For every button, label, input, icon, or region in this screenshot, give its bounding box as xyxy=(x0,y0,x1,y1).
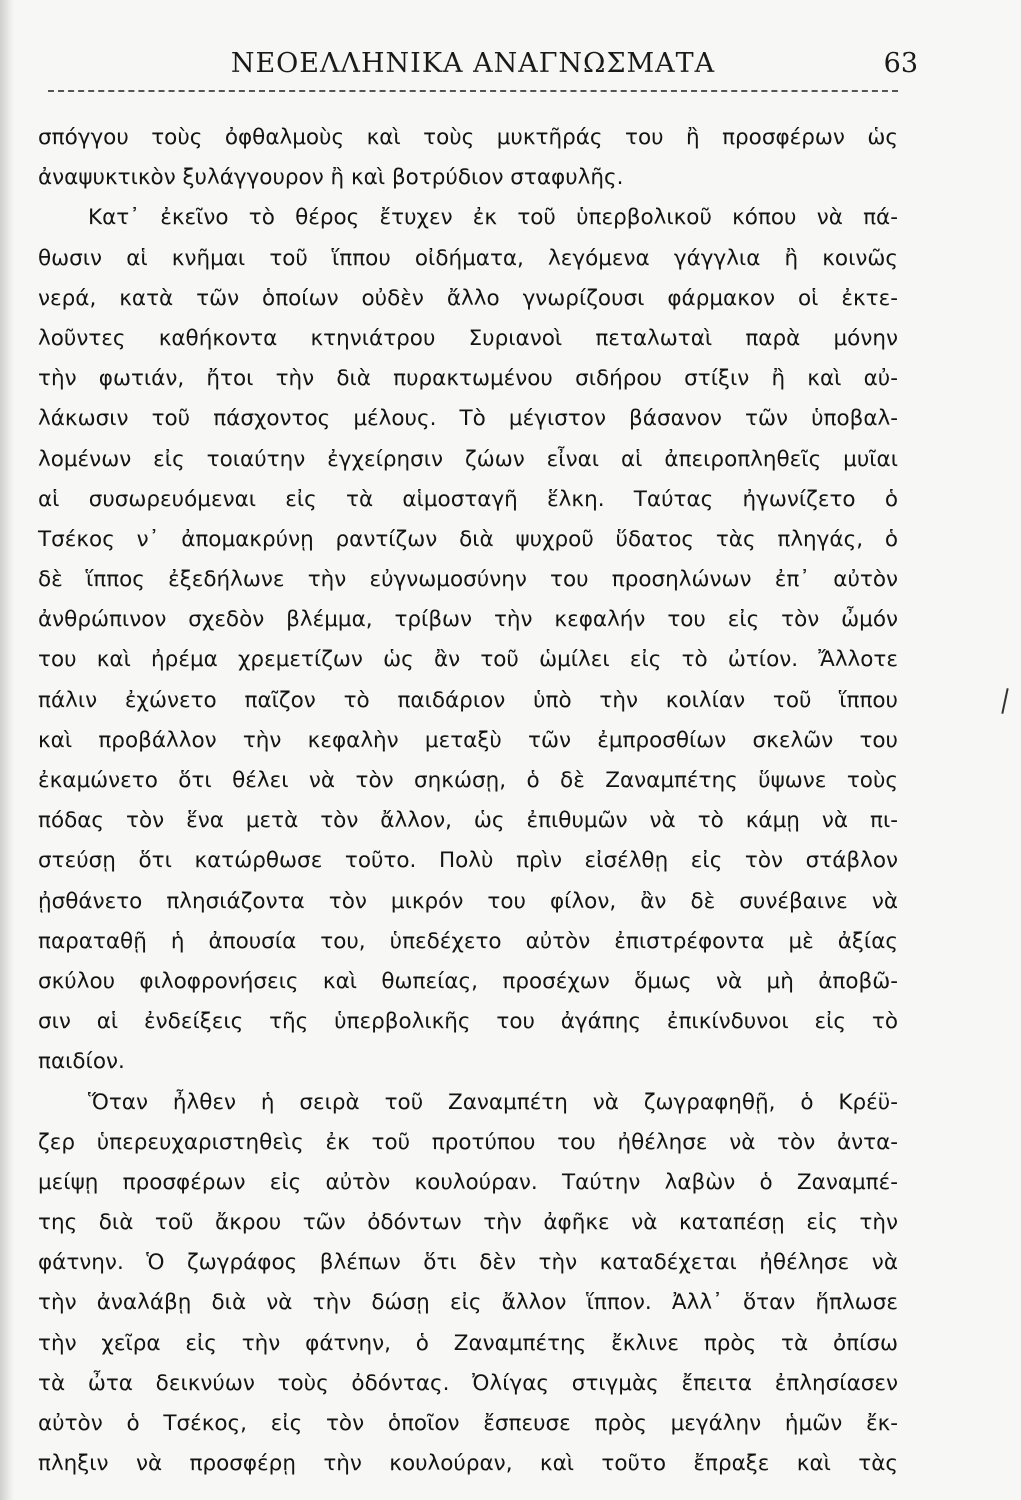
text-line: ἐκαμώνετο ὅτι θέλει νὰ τὸν σηκώσῃ, ὁ δὲ Ζαναμπέτης ὕψωνε τοὺς xyxy=(38,768,898,793)
text-line: νερά, κατὰ τῶν ὁποίων οὐδὲν ἄλλο γνωρίζουσι φάρμακον οἱ ἐκτε- xyxy=(38,285,898,311)
body-text xyxy=(38,118,898,1484)
text-line: τὴν φωτιάν, ἤτοι τὴν διὰ πυρακτωμένου σιδήρου στίξιν ἢ καὶ αὐ- xyxy=(38,366,898,392)
running-header xyxy=(48,44,918,88)
text-line: λομένων εἰς τοιαύτην ἐγχείρησιν ζώων εἶναι αἱ ἀπειροπληθεῖς μυῖαι xyxy=(38,446,898,472)
text-line: σκύλου φιλοφρονήσεις καὶ θωπείας, προσέχων ὅμως νὰ μὴ ἀποβῶ- xyxy=(38,968,898,994)
text-line: φάτνην. Ὁ ζωγράφος βλέπων ὅτι δὲν τὴν καταδέχεται ἠθέλησε νὰ xyxy=(38,1250,898,1276)
text-line: Ὅταν ἦλθεν ἡ σειρὰ τοῦ Ζαναμπέτη νὰ ζωγραφηθῇ, ὁ Κρέϋ- xyxy=(88,1089,898,1115)
text-line: πόδας τὸν ἕνα μετὰ τὸν ἄλλον, ὡς ἐπιθυμῶν νὰ τὸ κάμῃ νὰ πι- xyxy=(38,808,898,834)
header-rule xyxy=(48,90,898,92)
text-line: λοῦντες καθήκοντα κτηνιάτρου Συριανοὶ πεταλωταὶ παρὰ μόνην xyxy=(38,325,898,351)
text-line: στεύσῃ ὅτι κατώρθωσε τοῦτο. Πολὺ πρὶν εἰσέλθῃ εἰς τὸν στάβλον xyxy=(38,848,898,874)
text-line: λάκωσιν τοῦ πάσχοντος μέλους. Τὸ μέγιστον βάσανον τῶν ὑποβαλ- xyxy=(38,406,898,432)
text-line: ζερ ὑπερευχαριστηθεὶς ἐκ τοῦ προτύπου του ἠθέλησε νὰ τὸν ἀντα- xyxy=(38,1129,898,1155)
text-line: της διὰ τοῦ ἄκρου τῶν ὀδόντων τὴν ἀφῆκε νὰ καταπέσῃ εἰς τὴν xyxy=(38,1210,898,1236)
text-line: Κατ᾽ ἐκεῖνο τὸ θέρος ἔτυχεν ἐκ τοῦ ὑπερβολικοῦ κόπου νὰ πά- xyxy=(88,205,898,231)
text-line: αὐτὸν ὁ Τσέκος, εἰς τὸν ὁποῖον ἔσπευσε πρὸς μεγάλην ἡμῶν ἔκ- xyxy=(38,1411,898,1436)
text-line: παραταθῇ ἡ ἀπουσία του, ὑπεδέχετο αὐτὸν ἐπιστρέφοντα μὲ ἀξίας xyxy=(38,928,898,954)
text-line: θωσιν αἱ κνῆμαι τοῦ ἵππου οἰδήματα, λεγόμενα γάγγλια ἢ κοινῶς xyxy=(38,245,898,271)
text-line: τὰ ὦτα δεικνύων τοὺς ὀδόντας. Ὀλίγας στιγμὰς ἔπειτα ἐπλησίασεν xyxy=(38,1370,898,1396)
text-line: αἱ συσωρευόμεναι εἰς τὰ αἱμοσταγῆ ἕλκη. Ταύτας ἠγωνίζετο ὁ xyxy=(38,486,898,512)
text-line: πληξιν νὰ προσφέρῃ τὴν κουλούραν, καὶ τοῦτο ἔπραξε καὶ τὰς xyxy=(38,1451,898,1477)
text-line: σιν αἱ ἐνδείξεις τῆς ὑπερβολικῆς του ἀγάπης ἐπικίνδυνοι εἰς τὸ xyxy=(38,1009,898,1035)
text-line: μείψῃ προσφέρων εἰς αὐτὸν κουλούραν. Ταύτην λαβὼν ὁ Ζαναμπέ- xyxy=(38,1169,898,1195)
text-line: παιδίον. xyxy=(38,1049,125,1075)
margin-pencil-mark xyxy=(1001,688,1008,714)
text-line: τὴν χεῖρα εἰς τὴν φάτνην, ὁ Ζαναμπέτης ἔκλινε πρὸς τὰ ὀπίσω xyxy=(38,1330,898,1356)
text-line: τὴν ἀναλάβῃ διὰ νὰ τὴν δώσῃ εἰς ἄλλον ἵππον. Ἀλλ᾽ ὅταν ἥπλωσε xyxy=(38,1290,898,1316)
running-title: ΝΕΟΕΛΛΗΝΙΚΑ ΑΝΑΓΝΩΣΜΑΤΑ xyxy=(230,48,716,79)
text-line: Τσέκος ν᾽ ἀπομακρύνῃ ραντίζων διὰ ψυχροῦ ὕδατος τὰς πληγάς, ὁ xyxy=(38,526,898,552)
text-line: πάλιν ἐχώνετο παῖζον τὸ παιδάριον ὑπὸ τὴν κοιλίαν τοῦ ἵππου xyxy=(38,687,898,713)
text-line: δὲ ἵππος ἐξεδήλωνε τὴν εὐγνωμοσύνην του προσηλώνων ἐπ᾽ αὐτὸν xyxy=(38,567,898,593)
text-line: ἀναψυκτικὸν ξυλάγγουρον ἢ καὶ βοτρύδιον σταφυλῆς. xyxy=(38,165,624,191)
text-line: ἀνθρώπινον σχεδὸν βλέμμα, τρίβων τὴν κεφαλήν του εἰς τὸν ὦμόν xyxy=(38,607,898,633)
text-line: ᾐσθάνετο πλησιάζοντα τὸν μικρόν του φίλον, ἂν δὲ συνέβαινε νὰ xyxy=(38,888,898,914)
text-line: του καὶ ἠρέμα χρεμετίζων ὡς ἂν τοῦ ὡμίλει εἰς τὸ ὠτίον. Ἄλλοτε xyxy=(38,647,898,673)
scan-edge-shadow xyxy=(0,0,14,1500)
text-line: καὶ προβάλλον τὴν κεφαλὴν μεταξὺ τῶν ἐμπροσθίων σκελῶν του xyxy=(38,727,898,753)
page-number: 63 xyxy=(883,48,918,79)
text-line: σπόγγου τοὺς ὀφθαλμοὺς καὶ τοὺς μυκτῆράς του ἢ προσφέρων ὡς xyxy=(38,125,898,150)
